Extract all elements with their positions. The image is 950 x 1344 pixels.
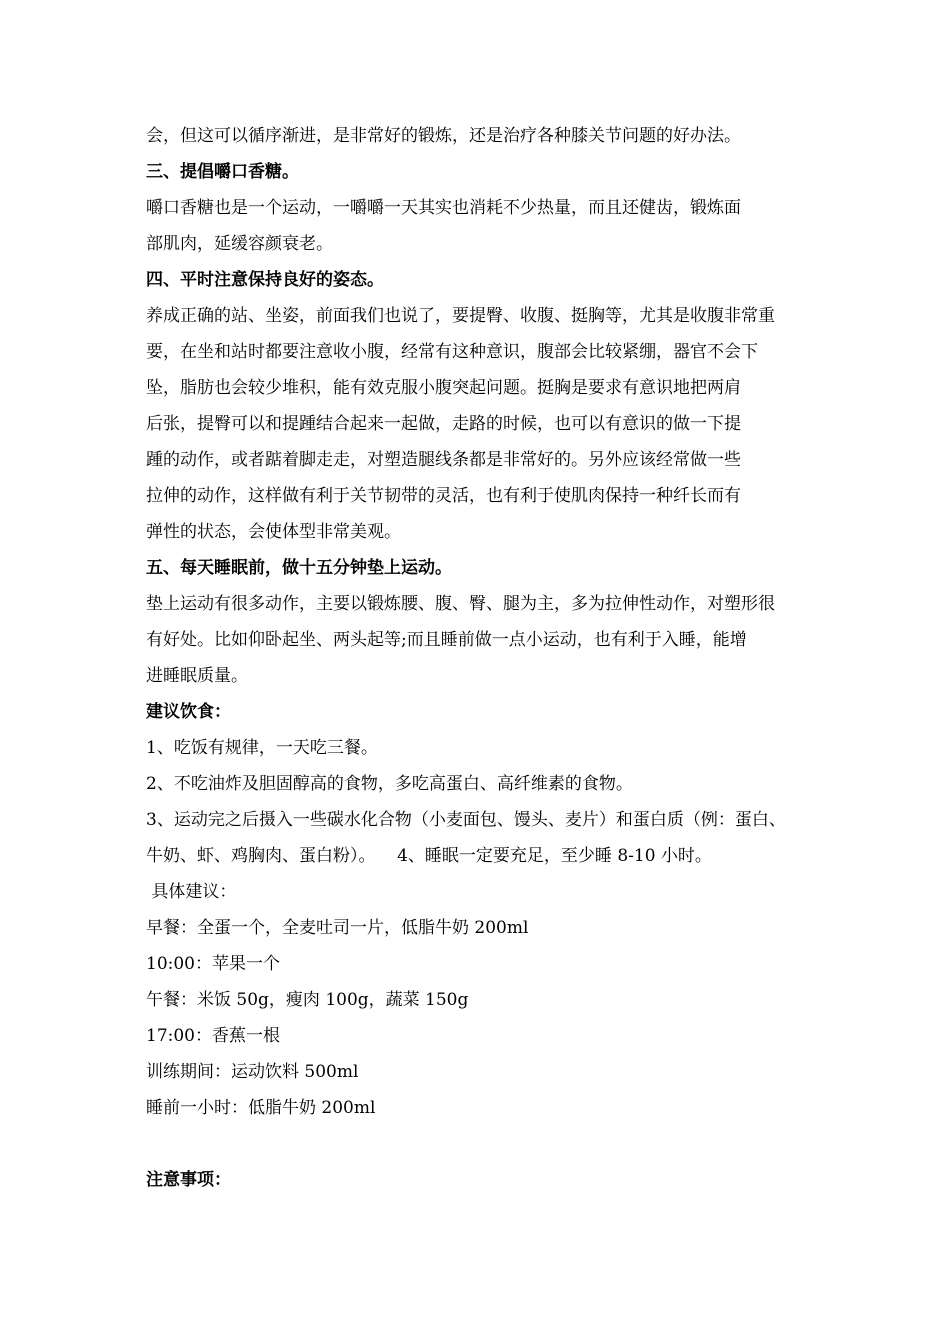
paragraph-section-5 (146, 586, 814, 694)
list-item: 睡前一小时：低脂牛奶 200ml (146, 1098, 376, 1118)
text-line: 踵的动作，或者踮着脚走走，对塑造腿线条都是非常好的。另外应该经常做一些 (146, 450, 741, 470)
text-line: 有好处。比如仰卧起坐、两头起等;而且睡前做一点小运动，也有利于入睡，能增 (146, 630, 747, 650)
paragraph-intro-tail: 会，但这可以循序渐进，是非常好的锻炼，还是治疗各种膝关节问题的好办法。 (146, 126, 741, 146)
list-item: 牛奶、虾、鸡胸肉、蛋白粉）。 4、睡眠一定要充足，至少睡 8-10 小时。 (146, 846, 712, 866)
list-item: 1、吃饭有规律，一天吃三餐。 (146, 738, 378, 758)
text-line: 部肌肉，延缓容颜衰老。 (146, 234, 333, 254)
heading-notes: 注意事项： (146, 1170, 231, 1190)
text-line: 弹性的状态，会使体型非常美观。 (146, 522, 401, 542)
paragraph-section-4 (146, 298, 814, 550)
list-item: 10:00：苹果一个 (146, 954, 280, 974)
text-line: 养成正确的站、坐姿，前面我们也说了，要提臀、收腹、挺胸等，尤其是收腹非常重 (146, 306, 775, 326)
heading-diet: 建议饮食： (146, 702, 231, 722)
paragraph-section-3 (146, 190, 814, 262)
text-line: 后张，提臀可以和提踵结合起来一起做，走路的时候，也可以有意识的做一下提 (146, 414, 741, 434)
list-item: 早餐：全蛋一个，全麦吐司一片，低脂牛奶 200ml (146, 918, 529, 938)
list-item: 午餐：米饭 50g，瘦肉 100g，蔬菜 150g (146, 990, 469, 1010)
text-line: 嚼口香糖也是一个运动，一嚼嚼一天其实也消耗不少热量，而且还健齿，锻炼面 (146, 198, 741, 218)
text-line: 坠，脂肪也会较少堆积，能有效克服小腹突起问题。挺胸是要求有意识地把两肩 (146, 378, 741, 398)
diet-list (146, 730, 814, 1126)
heading-section-5: 五、每天睡眠前，做十五分钟垫上运动。 (146, 558, 452, 578)
list-item: 具体建议： (146, 882, 237, 902)
heading-section-3: 三、提倡嚼口香糖。 (146, 162, 299, 182)
text-line: 进睡眠质量。 (146, 666, 248, 686)
list-item: 2、不吃油炸及胆固醇高的食物，多吃高蛋白、高纤维素的食物。 (146, 774, 633, 794)
spacer (146, 1126, 814, 1162)
text-line: 拉伸的动作，这样做有利于关节韧带的灵活，也有利于使肌肉保持一种纤长而有 (146, 486, 741, 506)
text-line: 要，在坐和站时都要注意收小腹，经常有这种意识，腹部会比较紧绷，器官不会下 (146, 342, 758, 362)
list-item: 17:00：香蕉一根 (146, 1026, 280, 1046)
document-body (146, 118, 814, 1198)
list-item: 3、运动完之后摄入一些碳水化合物（小麦面包、馒头、麦片）和蛋白质（例：蛋白、 (146, 810, 786, 830)
text-line: 垫上运动有很多动作，主要以锻炼腰、腹、臀、腿为主，多为拉伸性动作，对塑形很 (146, 594, 775, 614)
heading-section-4: 四、平时注意保持良好的姿态。 (146, 270, 384, 290)
list-item: 训练期间：运动饮料 500ml (146, 1062, 359, 1082)
